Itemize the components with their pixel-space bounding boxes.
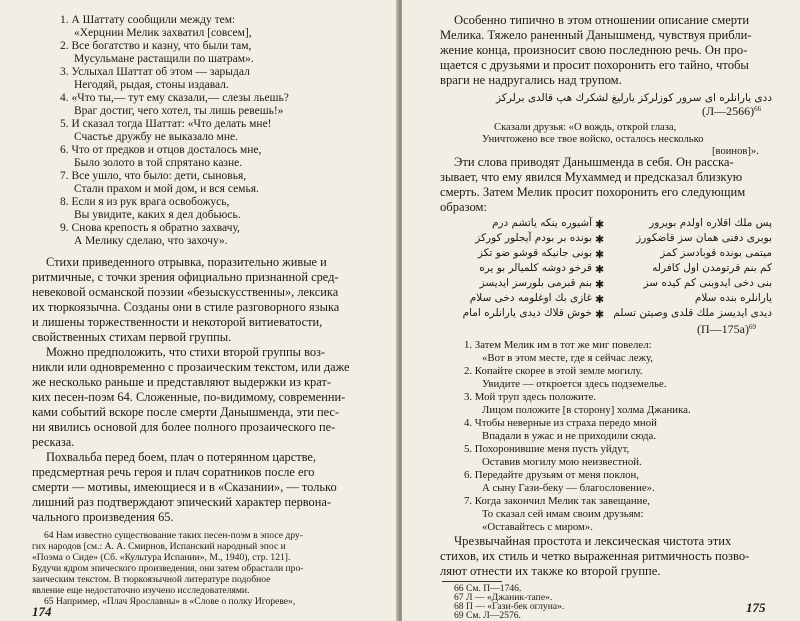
verse-left-half: آشیوره ینکه یاتشم درم xyxy=(491,217,592,229)
translation-line: 5. Похоронившие меня пусть уйдут, xyxy=(464,443,630,455)
footnote-line: гих народов [см.: А. А. Смирнов, Испанский народный эпос и xyxy=(32,541,286,552)
body-line: ритмичные, с точки зрения официально признанной сред- xyxy=(32,270,339,284)
poem-line: 8. Если я из рук врага освобожусь, xyxy=(60,196,230,208)
body-line: свойственных стихам первой группы. xyxy=(32,330,232,344)
verse-right-half: دیدی ایدیسز ملك قلدی وصیتن تسلم xyxy=(613,307,772,319)
source-ref-text: (Л—2566) xyxy=(702,104,755,118)
body-line: и лишены торжественности и некоторой витиеватости, xyxy=(32,315,323,329)
poem-line: 5. И сказал тогда Шаттат: «Что делать мне! xyxy=(60,118,272,130)
body-line: Мелика. Тяжело раненный Данышменд, чувствуя прибли- xyxy=(440,28,752,42)
verse-right-half: بنی دخی ایدوبنی کم کیده سز xyxy=(643,277,772,289)
footnote-line: 68 П — «Гази-бек оглуна». xyxy=(454,601,565,612)
verse-left-half: بونی جانیکه قوشو ضو تکز xyxy=(477,247,592,259)
footnote-line: 65 Например, «Плач Ярославны» в «Слове о полку Игореве», xyxy=(44,596,296,607)
poem-line: Вы увидите, каких я дел добьюсь. xyxy=(74,209,241,221)
footnote-mark: 69 xyxy=(748,323,756,331)
body-line: ляют отнести их также ко второй группе. xyxy=(440,564,661,578)
footnote-line: 69 См. Л—2576. xyxy=(454,610,521,621)
body-line: зывает, что ему явился Мухаммед и предсказал близкую xyxy=(440,170,743,184)
translation-line: 7. Когда закончил Мелик так завещание, xyxy=(464,495,650,507)
poem-line: Стали прахом и мой дом, и вся семья. xyxy=(74,183,259,195)
verse-right-half: میتمی بونده قوبادسز کمز xyxy=(660,247,772,259)
translation-line: 4. Чтобы неверные из страха передо мной xyxy=(464,417,657,429)
footnote-line: заическим текстом. В тюркоязычной литературе подобное xyxy=(32,574,271,585)
page-number: 175 xyxy=(746,600,766,615)
poem-line: 4. «Что ты,— тут ему сказали,— слезы льешь? xyxy=(60,92,289,104)
star-icon: ✱ xyxy=(595,219,605,231)
poem-line: Счастье дружбу не выказало мне. xyxy=(74,131,238,143)
verse-right-half: بوبری دفنی همان سز قاضکورز xyxy=(636,232,772,244)
body-line: враги не надругались над трупом. xyxy=(440,73,622,87)
poem-line: 6. Что от предков и отцов досталось мне, xyxy=(60,144,262,156)
verse-right-half: یارانلره بنده سلام xyxy=(694,292,772,304)
star-icon: ✱ xyxy=(595,234,605,246)
body-line: Эти слова приводят Данышменда в себя. Он расска- xyxy=(454,155,734,169)
star-icon: ✱ xyxy=(595,264,605,276)
page-number: 174 xyxy=(32,604,52,619)
left-page xyxy=(0,0,398,621)
star-icon: ✱ xyxy=(595,294,605,306)
translation-line: Оставив могилу мою неизвестной. xyxy=(482,456,642,468)
star-icon: ✱ xyxy=(595,249,605,261)
quote-line: [воинов]». xyxy=(712,146,759,157)
right-page xyxy=(402,0,800,621)
verse-left-half: قرخو دوشه کلمیالر بو یره xyxy=(479,262,592,274)
body-line: Чрезвычайная простота и лексическая чистота этих xyxy=(454,534,732,548)
translation-line: «Вот в этом месте, где я сейчас лежу, xyxy=(482,352,654,364)
body-line: предсмертная речь героя и плач соратников после его xyxy=(32,465,315,479)
body-line: никли или одновременно с прозаическим текстом, или даже xyxy=(32,360,350,374)
arabic-quote: ددی یارانلره ای سرور کوزلرکز یارلیغ لشکرك هپ قالدی برلرکز xyxy=(495,92,772,104)
poem-line: Негодяй, рыдая, стоны издавал. xyxy=(74,79,229,91)
translation-line: Лицом положите [в сторону] холма Джаника. xyxy=(482,404,691,416)
star-icon: ✱ xyxy=(595,279,605,291)
translation-line: Впадали в ужас и не приходили сюда. xyxy=(482,430,657,442)
body-line: смерть. Затем Мелик просит похоронить его следующим xyxy=(440,185,746,199)
body-line: Особенно типично в этом отношении описание смерти xyxy=(454,13,750,27)
body-line: Похвальба перед боем, плач о потерянном царстве, xyxy=(46,450,316,464)
poem-line: А Мелику сделаю, что захочу». xyxy=(74,235,228,247)
body-line: жение конца, произносит свою последнюю речь. Он про- xyxy=(440,43,748,57)
body-line: стихов, их стиль и четко выраженная ритмичность позво- xyxy=(440,549,750,563)
source-ref-text: (П—175а) xyxy=(697,322,749,336)
translation-line: 1. Затем Мелик им в тот же миг повелел: xyxy=(464,339,652,351)
body-line: лишний раз подтверждают эпический характер первона- xyxy=(32,495,331,509)
verse-right-half: پس ملك اقلاره اولدم بویرور xyxy=(649,217,772,229)
footnote-line: явление еще недостаточно изучено исследователями. xyxy=(32,585,250,596)
poem-line: 2. Все богатство и казну, что были там, xyxy=(60,40,252,52)
poem-line: 7. Все ушло, что было: дети, сыновья, xyxy=(60,170,247,182)
poem-line: 1. А Шаттату сообщили между тем: xyxy=(60,14,236,26)
body-line: их тюркоязычна. Созданы они в стиле разговорного языка xyxy=(32,300,340,314)
verse-right-half: کم بنم قرتومدن اول کافرله xyxy=(652,262,772,274)
body-line: чального произведения 65. xyxy=(32,510,174,524)
body-line: смерти — мотивы, имеющиеся и в «Сказании», — только xyxy=(32,480,337,494)
body-line: образом: xyxy=(440,200,488,214)
verse-left-half: خوش قلاك دیدی یارانلره امام xyxy=(462,307,592,319)
body-line: же несколько раньше и представляют выдержки из крат- xyxy=(32,375,331,389)
poem-line: Враг достиг, чего хотел, ты лишь ревешь!» xyxy=(74,105,284,117)
translation-line: Увидите — откроется здесь подземелье. xyxy=(482,378,667,390)
quote-line: Сказали друзья: «О вождь, открой глаза, xyxy=(494,122,677,133)
translation-line: «Оставайтесь с миром». xyxy=(482,521,593,533)
body-line: ресказа. xyxy=(32,435,75,449)
translation-line: 2. Копайте скорее в этой земле могилу. xyxy=(464,365,643,377)
footnote-line: «Поэма о Сиде» (Сб. «Культура Испании», М., 1940), стр. 121]. xyxy=(32,552,291,563)
star-icon: ✱ xyxy=(595,309,605,321)
translation-line: А сыну Гази-беку — благословение». xyxy=(482,482,655,494)
source-ref xyxy=(702,105,761,118)
verse-left-half: غازی بك اوغلومه دخی سلام xyxy=(469,292,592,304)
body-line: щается с друзьями и просит похоронить его тайно, чтобы xyxy=(440,58,749,72)
poem-line: 9. Снова крепость я обратно захвачу, xyxy=(60,222,240,234)
footnote-line: 64 Нам известно существование таких песен-поэм в эпосе дру- xyxy=(44,530,303,541)
translation-line: То сказал сей имам своим друзьям: xyxy=(482,508,644,520)
verse-left-half: بنم قبرمی بلورسز ایدیسز xyxy=(479,277,592,289)
body-line: ни явились основой для более полного прозаического пе- xyxy=(32,420,336,434)
body-line: Можно предположить, что стихи второй группы воз- xyxy=(46,345,326,359)
poem-line: 3. Услыхал Шаттат об этом — зарыдал xyxy=(60,66,250,78)
source-ref xyxy=(697,323,756,336)
footnote-line: 67 Л — «Джаник-тапе». xyxy=(454,592,553,603)
body-line: ких песен-поэм 64. Сложенные, по-видимому, современни- xyxy=(32,390,346,404)
footnote-line: Будучи ядром эпического произведения, они затем обрастали про- xyxy=(32,563,304,574)
poem-line: Было золото в той спрятано казне. xyxy=(74,157,243,169)
verse-left-half: بونده بر بودم آیجلور کورکز xyxy=(475,232,592,244)
quote-line: Уничтожено все твое войско, осталось несколько xyxy=(482,134,704,145)
body-line: Стихи приведенного отрывка, поразительно живые и xyxy=(46,255,327,269)
poem-line: Мусульмане растащили по шатрам». xyxy=(74,53,254,65)
translation-line: 3. Мой труп здесь положите. xyxy=(464,391,597,403)
translation-line: 6. Передайте друзьям от меня поклон, xyxy=(464,469,639,481)
body-line: ками событий вскоре после смерти Данышменда, эти пес- xyxy=(32,405,340,419)
footnote-rule xyxy=(442,581,502,582)
poem-line: «Херцнин Мелик захватил [совсем], xyxy=(74,27,252,39)
footnote-mark: 66 xyxy=(754,105,762,113)
body-line: невековой османской поэзии «безыскусственны», лексика xyxy=(32,285,339,299)
footnote-line: 66 См. П—1746. xyxy=(454,583,522,594)
